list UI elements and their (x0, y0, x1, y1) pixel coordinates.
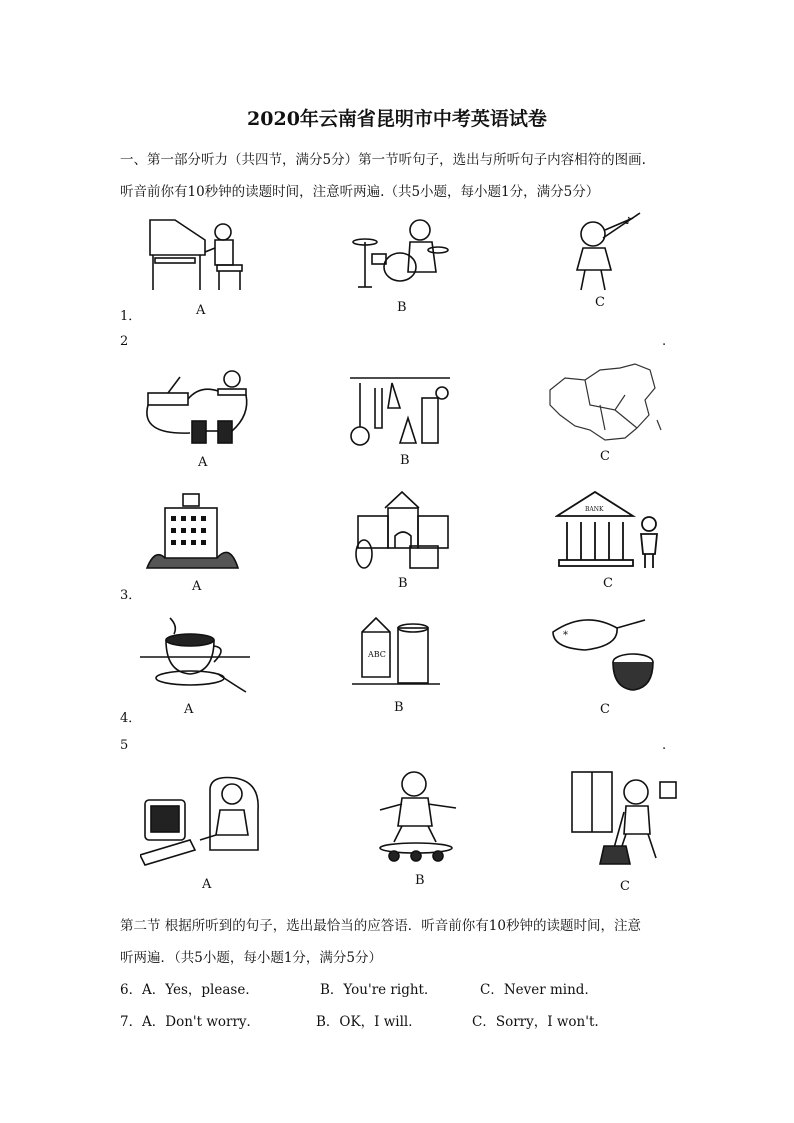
option-label: C (600, 449, 610, 464)
svg-text:ABC: ABC (368, 650, 386, 659)
hospital-building-image (145, 488, 240, 573)
piano-girl-image (145, 210, 250, 295)
question-number: 4． (120, 711, 142, 726)
svg-text:♪: ♪ (625, 216, 632, 227)
svg-text:*: * (563, 630, 568, 641)
sweeping-boy-image (570, 768, 680, 868)
rice-bowl-image (545, 610, 660, 700)
question-end-dot: . (662, 738, 667, 753)
violin-girl-image (555, 208, 650, 293)
page-title: 2020年云南省昆明市中考英语试卷 (247, 108, 547, 130)
answer-number: 7． (120, 1014, 143, 1030)
section2-instruction-line2: 听两遍．（共5小题，每小题1分，满分5分） (120, 950, 383, 966)
milk-juice-image (352, 612, 440, 692)
option-label: A (198, 455, 208, 470)
option-label: A (196, 303, 206, 318)
bank-image (555, 488, 665, 573)
answer-option-a: A．Yes，please． (142, 982, 259, 998)
section1-instruction-line1: 一、第一部分听力（共四节，满分5分）第一节听句子，选出与所听句子内容相符的图画. (120, 152, 646, 168)
circuit-image (140, 365, 260, 450)
option-label: C (600, 702, 610, 717)
question-number: 3． (120, 588, 142, 603)
boy-watching-tv-image (140, 770, 275, 870)
option-label: C (620, 879, 630, 894)
question-end-dot: . (662, 334, 667, 349)
answer-option-a: A．Don't worry． (142, 1014, 261, 1030)
question-number: 1． (120, 309, 142, 324)
option-label: B (398, 576, 408, 591)
option-label: A (202, 877, 212, 892)
lab-equipment-image (350, 368, 450, 448)
section1-instruction-line2: 听音前你有10秒钟的读题时间，注意听两遍.（共5小题，每小题1分，满分5分） (120, 184, 600, 200)
skateboard-boy-image (372, 768, 462, 866)
option-label: B (415, 873, 425, 888)
option-label: B (397, 300, 407, 315)
answer-option-c: C．Sorry，I won't. (472, 1014, 599, 1030)
option-label: C (595, 295, 605, 310)
coffee-cup-image (140, 612, 250, 700)
china-map-image (545, 360, 665, 448)
school-building-image (350, 488, 450, 573)
bank-sign-text: BANK (585, 506, 604, 513)
option-label: C (603, 576, 613, 591)
question-number: 2 (120, 334, 129, 349)
answer-number: 6． (120, 982, 143, 998)
option-label: B (400, 453, 410, 468)
question-number: 5 (120, 738, 129, 753)
option-label: A (192, 579, 202, 594)
section2-instruction-line1: 第二节 根据所听到的句子，选出最恰当的应答语．听音前你有10秒钟的读题时间，注意 (120, 918, 641, 934)
answer-option-b: B．OK，I will． (316, 1014, 422, 1030)
drummer-image (350, 212, 450, 292)
answer-option-b: B．You're right． (320, 982, 438, 998)
option-label: A (184, 702, 194, 717)
option-label: B (394, 700, 404, 715)
answer-option-c: C．Never mind． (480, 982, 598, 998)
